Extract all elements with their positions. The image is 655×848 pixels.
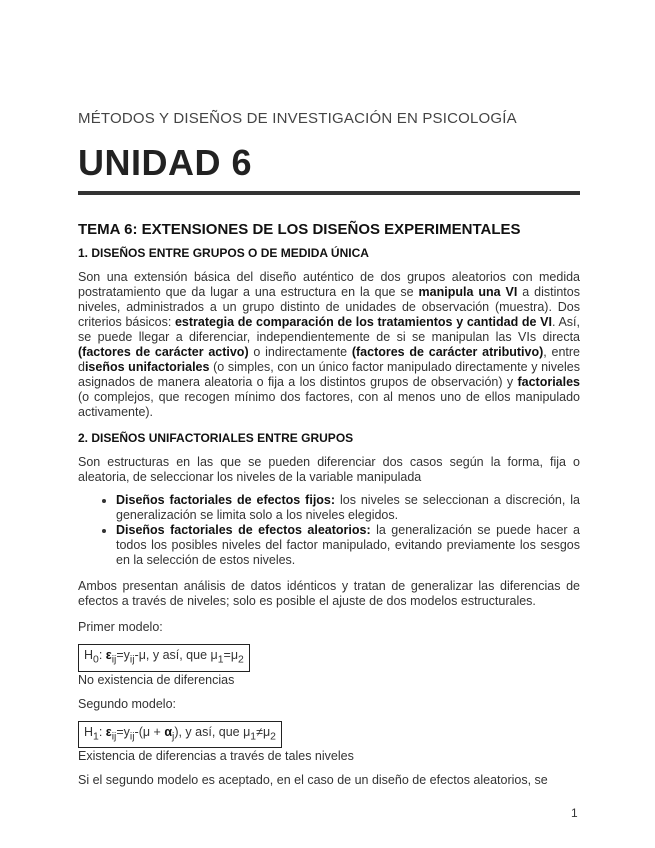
subject-header: MÉTODOS Y DISEÑOS DE INVESTIGACIÓN EN PSICOLOGÍA	[78, 110, 517, 127]
text-run: la generalización se puede hacer a todos los posibles niveles del factor manipulado, evitando previamente los sesgos en la selección de estos niveles.	[116, 523, 580, 567]
model-2-description: Existencia de diferencias a través de tales niveles	[78, 749, 354, 763]
model-2-label: Segundo modelo:	[78, 696, 176, 711]
document-body	[78, 222, 580, 799]
bold-run: Diseños factoriales de efectos aleatorios:	[116, 523, 371, 537]
bold-run: factoriales	[517, 375, 580, 389]
tema-heading: TEMA 6: EXTENSIONES DE LOS DISEÑOS EXPERIMENTALES	[78, 221, 521, 238]
section-1-heading: 1. DISEÑOS ENTRE GRUPOS O DE MEDIDA ÚNICA	[78, 246, 369, 260]
bold-run: estrategia de comparación de los tratamientos y cantidad de VI	[174, 315, 552, 329]
model-1-description: No existencia de diferencias	[78, 672, 235, 687]
model-1-formula: $H_0$: $\varepsilon_{ij}=y_{ij}-\mu$, y así, que $\mu_1=\mu_2$	[78, 644, 250, 672]
model-2-formula: $H_1$: $\varepsilon_{ij}=y_{ij}-(\mu + \alpha_j)$, y así, que $\mu_1\ne\mu_2$	[78, 721, 282, 749]
effects-list	[78, 493, 580, 568]
text-run: a distintos niveles, administrados a un grupo distinto de unidades de observación (muestra). Dos criterios básicos:	[78, 285, 580, 329]
text-run: Son una extensión básica del diseño auténtico de dos grupos aleatorios con medida postratamiento que da lugar a una estructura en la que se	[78, 270, 580, 299]
text-run: o indirectamente	[248, 345, 352, 359]
title-divider	[78, 191, 580, 195]
text-run: , entre d	[78, 345, 581, 374]
text-run: . Así, se puede llegar a diferenciar, independientemente de si se manipulan las VIs directa	[78, 315, 580, 344]
section-1-paragraph	[78, 270, 580, 420]
bold-run: (factores de carácter atributivo)	[351, 345, 544, 359]
section-2-intro: Son estructuras en las que se pueden diferenciar dos casos según la forma, fija o aleatoria, de seleccionar los niveles de la variable manipulada	[78, 455, 580, 484]
model-1-label: Primer modelo:	[78, 620, 163, 634]
unit-title: UNIDAD 6	[78, 142, 253, 183]
list-item	[116, 493, 580, 523]
bold-run: manipula una VI	[418, 285, 518, 299]
page-number: 1	[571, 806, 578, 820]
bold-run: (factores de carácter activo)	[78, 345, 249, 359]
text-run: (o simples, con un único factor manipulado directamente y niveles asignados de manera aleatoria o fija a los distintos grupos de observación) y	[78, 360, 580, 389]
bold-run: Diseños factoriales de efectos fijos:	[116, 493, 336, 507]
section-2-heading: 2. DISEÑOS UNIFACTORIALES ENTRE GRUPOS	[78, 431, 354, 445]
closing-paragraph: Si el segundo modelo es aceptado, en el caso de un diseño de efectos aleatorios, se	[78, 773, 548, 787]
both-paragraph: Ambos presentan análisis de datos idénticos y tratan de generalizar las diferencias de efectos a través de niveles; solo es posible el ajuste de dos modelos estructurales.	[78, 579, 580, 608]
text-run: (o complejos, que recogen mínimo dos factores, con al menos uno de ellos manipulado activamente).	[78, 390, 580, 419]
text-run: los niveles se seleccionan a discreción, la generalización se limita solo a los niveles elegidos.	[116, 493, 580, 522]
bold-run: iseños unifactoriales	[84, 360, 210, 374]
list-item	[116, 523, 580, 568]
